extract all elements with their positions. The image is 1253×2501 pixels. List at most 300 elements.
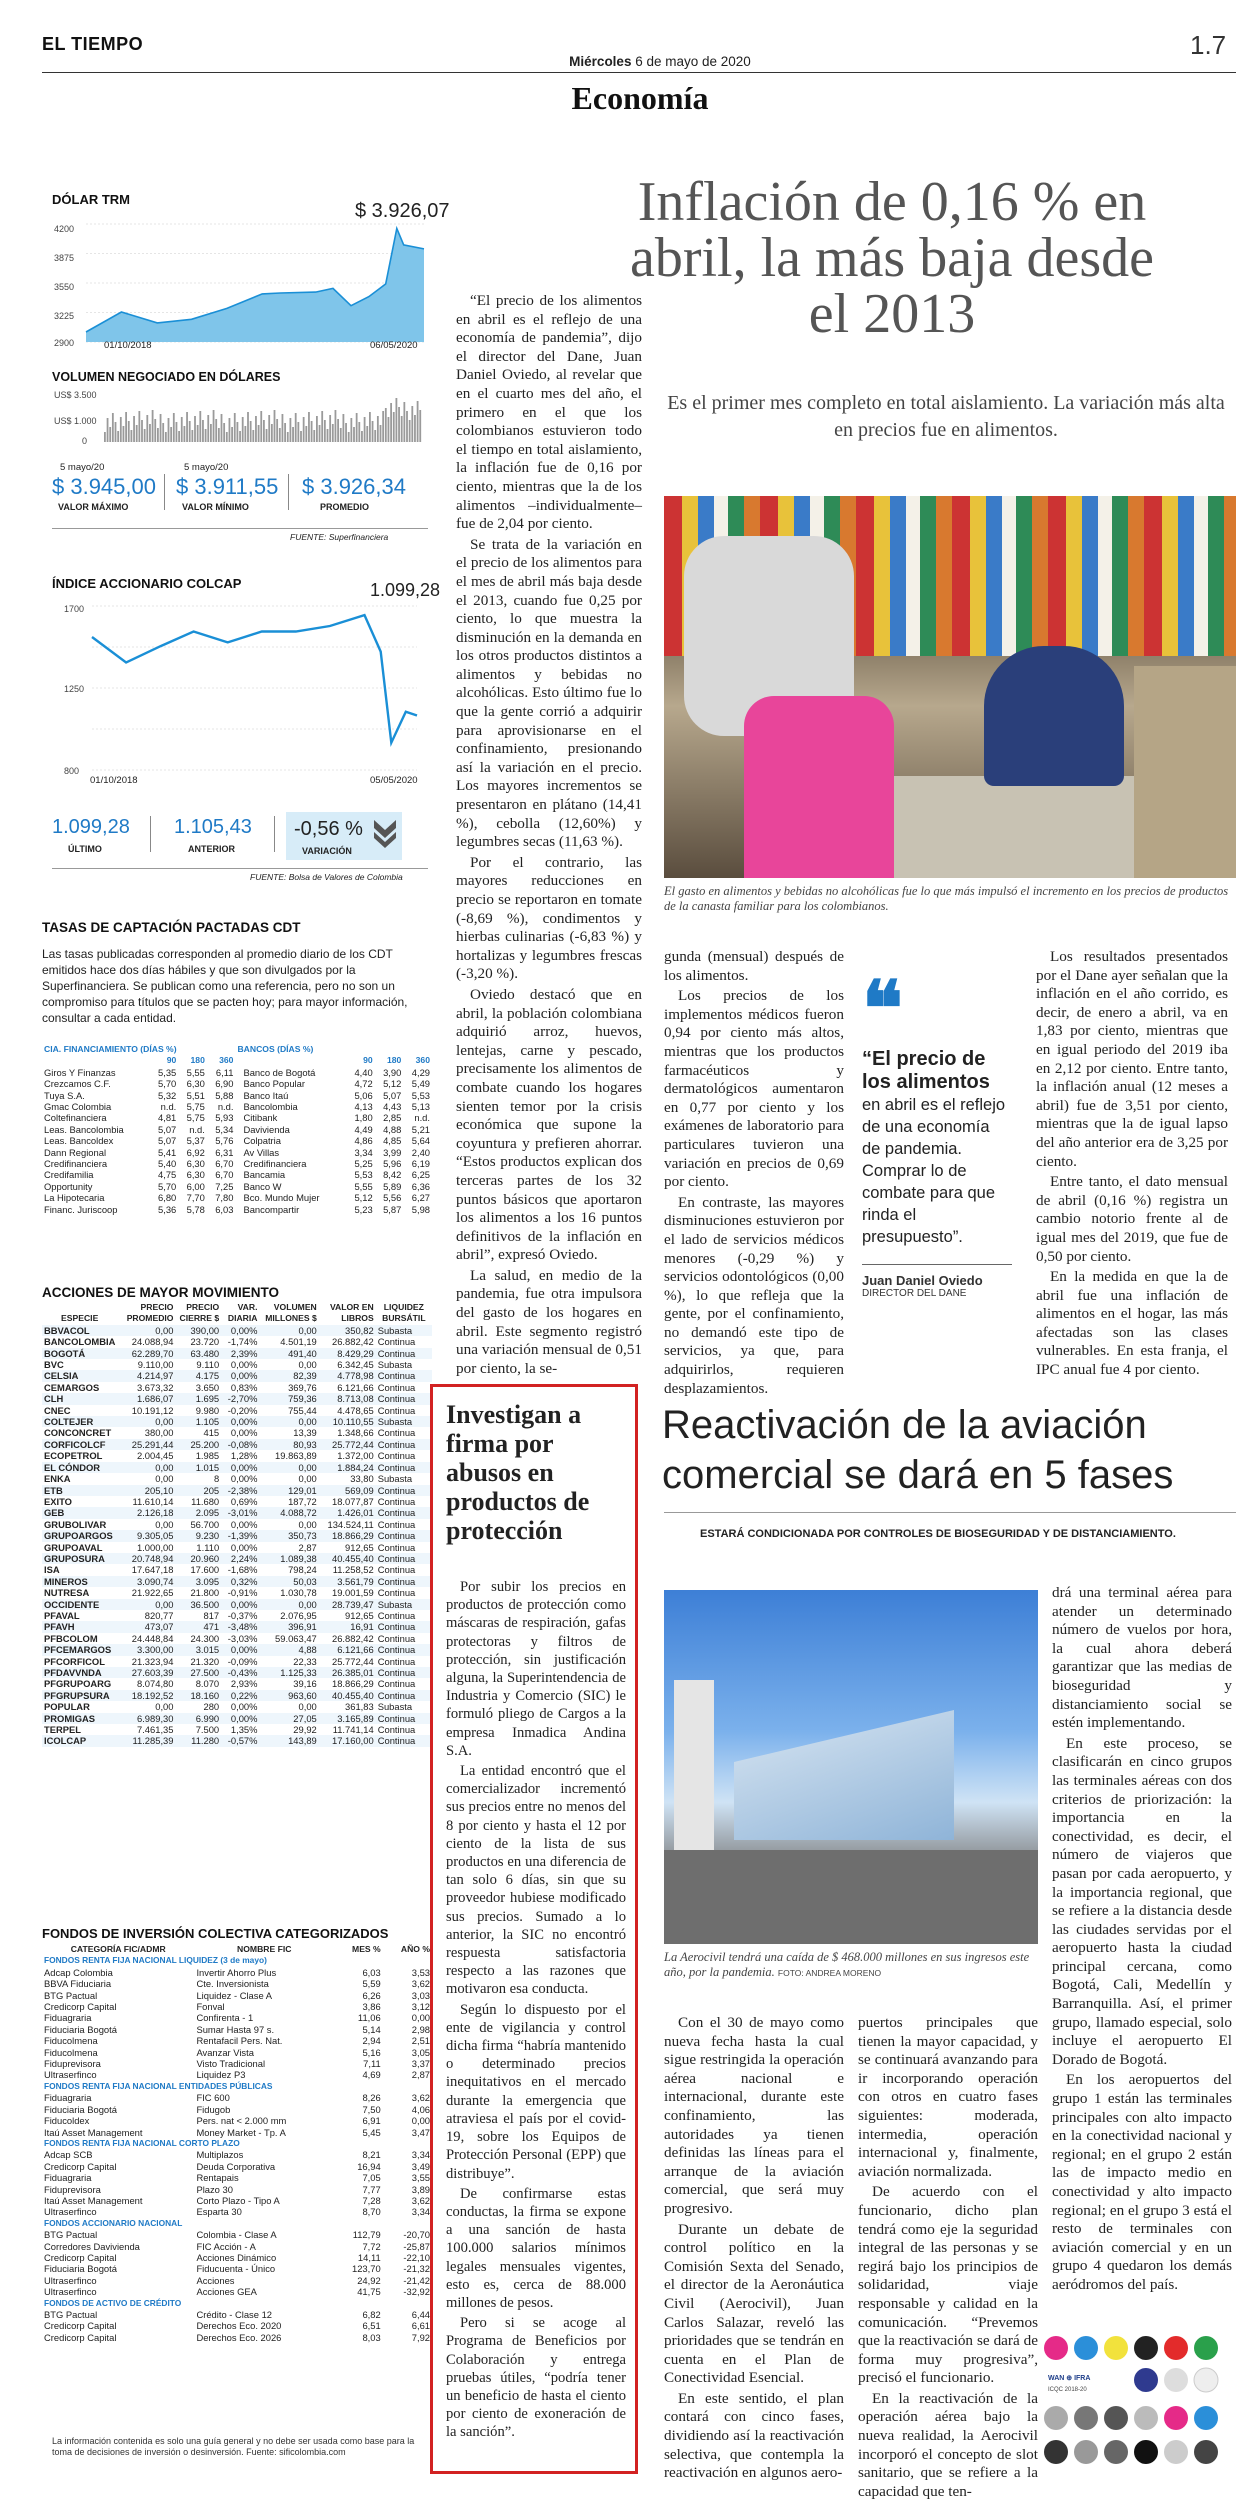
acciones-row: [42, 1553, 432, 1564]
fondos-table: [42, 1944, 432, 2343]
volume-bar: [295, 413, 297, 442]
fondo-return: -21,32: [403, 2263, 430, 2275]
colcap-prev-value: 1.105,43: [174, 816, 252, 838]
stock-value: -0,37%: [227, 1609, 258, 1621]
cdt-rate: 6,00: [186, 1180, 205, 1192]
stock-value: 3.165,89: [337, 1712, 374, 1724]
volume-bar: [303, 417, 305, 442]
colcap-last-value: 1.099,28: [52, 816, 130, 838]
stock-value: 25.772,44: [332, 1438, 374, 1450]
fondos-row: [42, 2012, 432, 2023]
stock-symbol: COLTEJER: [44, 1416, 94, 1428]
volume-bar: [388, 417, 390, 442]
stock-value: 1.686,07: [136, 1393, 174, 1405]
article2-p: De confirmarse estas conductas, la firma se expone a una sanción de hasta 100.000 salarios mínimos legales mensuales vigentes, esto es, cerca de 88.000 millones de pesos.: [446, 2185, 626, 2311]
stock-value: 0,00: [155, 1324, 174, 1336]
cdt-rate: 6,30: [186, 1078, 205, 1090]
stock-value: Continua: [377, 1381, 416, 1393]
dolar-stats: [52, 456, 432, 518]
acciones-row: [42, 1473, 432, 1484]
stock-symbol: ENKA: [44, 1473, 71, 1485]
fondos-row: [42, 2127, 432, 2138]
fondo-name: Acciones GEA: [196, 2286, 257, 2298]
stock-symbol: PFGRUPSURA: [44, 1689, 110, 1701]
volume-bar: [218, 428, 220, 442]
stock-value: 396,91: [288, 1621, 317, 1633]
article2-p: La entidad encontró que el comercializador incrementó sus precios entre no menos del 8 por ciento y hasta el 12 por ciento de la lista de sus productos en una diferencia de tan solo 6 días, sin que su proveedor hubiese modificado sus precios. Sumado a lo anterior, la SIC no encontró respuesta satisfactoria respecto a las razones que motivaron esa conducta.: [446, 1763, 626, 1998]
stock-value: 205: [203, 1484, 220, 1496]
cdt-entity: Credifinanciera: [243, 1158, 307, 1170]
stock-value: 26.385,01: [332, 1667, 374, 1678]
stock-value: 0,00: [298, 1518, 317, 1530]
cdt-rate: 3,90: [383, 1066, 402, 1078]
fondo-name: Colombia - Clase A: [196, 2229, 277, 2241]
stock-value: -0,43%: [227, 1667, 258, 1678]
stock-symbol: CNEC: [44, 1404, 71, 1416]
stock-value: Continua: [377, 1632, 416, 1644]
fondo-name: Cte. Inversionista: [196, 1978, 269, 1990]
volume-bar: [263, 420, 265, 442]
vol-tick: US$ 1.000: [54, 416, 97, 426]
cdt-entity: Financ. Juriscoop: [44, 1203, 118, 1215]
cdt-row: [42, 1192, 432, 1203]
fondos-row: [42, 2320, 432, 2331]
stock-value: Continua: [377, 1621, 416, 1633]
cdt-left-head: CIA. FINANCIAMIENTO (DÍAS %): [44, 1044, 177, 1054]
acciones-row: [42, 1530, 432, 1541]
stock-value: Continua: [377, 1404, 416, 1416]
acciones-row: [42, 1576, 432, 1587]
stock-value: 1.105: [195, 1416, 220, 1428]
stock-value: 21.323,94: [131, 1655, 174, 1667]
stock-value: 24.088,94: [131, 1336, 174, 1348]
stock-value: 2.095: [195, 1507, 220, 1519]
volume-bar: [205, 429, 207, 442]
acciones-header: PRECIO CIERRE $: [179, 1302, 220, 1324]
stock-value: 1.348,66: [337, 1427, 374, 1439]
volume-bar: [104, 432, 106, 442]
dolar-current: $ 3.926,07: [355, 200, 450, 222]
terminal-building: [734, 1710, 954, 1840]
volume-bar: [199, 411, 201, 442]
volume-bar: [268, 415, 270, 442]
colcap-y-tick: 1700: [64, 604, 85, 614]
fondo-return: 5,14: [362, 2023, 381, 2035]
stock-value: 19.863,89: [275, 1450, 317, 1462]
stock-symbol: CELSIA: [44, 1370, 79, 1382]
acciones-row: [42, 1519, 432, 1530]
volume-bar: [237, 422, 239, 442]
cdt-entity: Bco. Mundo Mujer: [243, 1192, 320, 1204]
fondos-row: [42, 2206, 432, 2217]
stock-value: 205,10: [144, 1484, 174, 1496]
article1-p: En contraste, las mayores disminuciones estuvieron por el lado de servicios médicos menores (-0,29 %) y servicios odontológicos (0,00 %), lo que refleja que la gente, por el confinamiento, no demandó este tipo de servicios, ya que, para adquirirlos, requieren desplazamientos.: [664, 1193, 844, 1397]
stock-value: 280: [203, 1701, 220, 1713]
stock-value: 471: [203, 1621, 220, 1633]
stock-symbol: PROMIGAS: [44, 1712, 96, 1724]
acciones-header: VOLUMEN MILLONES $: [265, 1302, 317, 1324]
cdt-rate: 3,34: [354, 1146, 373, 1158]
acciones-row: [42, 1724, 432, 1735]
volume-bar: [343, 414, 345, 442]
stock-value: 0,00: [298, 1598, 317, 1610]
volume-bar: [350, 418, 352, 442]
stock-value: 27.603,39: [131, 1667, 174, 1678]
dolar-y-tick: 2900: [54, 338, 75, 348]
article2-p: Pero si se acoge al Programa de Beneficios por Colaboración y entrega pruebas útiles, “podría tener un beneficio de hasta el ciento por ciento de exoneración de la sanción”.: [446, 2315, 626, 2441]
volume-bar: [337, 419, 339, 442]
fondos-row: [42, 2058, 432, 2069]
fondo-return: 3,34: [411, 2149, 430, 2161]
volume-bar: [194, 416, 196, 442]
article3-p: En este sentido, el plan contará con cinco fases, dividiendo así la reactivación selectiva, que contempla la reactivación en algunos aero-: [664, 2389, 844, 2482]
volume-bar: [123, 426, 125, 442]
stock-value: 17.160,00: [332, 1735, 374, 1747]
acciones-header: ESPECIE: [61, 1313, 99, 1324]
photo-shirt: [744, 696, 894, 878]
cdt-rate: 5,07: [158, 1135, 177, 1147]
acciones-row: [42, 1485, 432, 1496]
cdt-rate: 5,35: [158, 1066, 177, 1078]
fondo-return: -32,92: [403, 2286, 430, 2298]
fondo-name: Fiducoldex: [44, 2115, 90, 2127]
acciones-row: [42, 1621, 432, 1632]
stock-value: 40.455,40: [332, 1552, 374, 1564]
stock-value: 29,92: [293, 1724, 317, 1736]
volume-bar: [414, 415, 416, 442]
cdt-rate: 6,25: [411, 1169, 430, 1181]
volume-bar: [255, 416, 257, 442]
stock-value: 0,00: [298, 1461, 317, 1473]
fondo-name: Fiduciaria Bogotá: [44, 2103, 117, 2115]
fondo-return: 3,55: [411, 2172, 430, 2184]
fondo-name: Itaú Asset Management: [44, 2194, 143, 2206]
section-title: Economía: [571, 80, 709, 116]
fondo-return: 0,00: [411, 2115, 430, 2127]
stock-value: Continua: [377, 1724, 416, 1736]
cdt-rate: 5,88: [215, 1089, 234, 1101]
fondos-row: [42, 2024, 432, 2035]
stock-value: 1.015: [195, 1461, 220, 1473]
stock-value: 18.192,52: [131, 1689, 174, 1701]
stock-value: 18.077,87: [332, 1495, 374, 1507]
volume-bar: [181, 417, 183, 442]
fondo-return: -21,42: [403, 2274, 430, 2286]
volume-bar: [231, 427, 233, 442]
article3-rule: [664, 1512, 1236, 1513]
fondo-name: Itaú Asset Management: [44, 2126, 143, 2138]
volume-bar: [184, 426, 186, 442]
date-day: Miércoles: [569, 54, 632, 69]
cdt-entity: Citibank: [243, 1112, 278, 1124]
volume-bar: [146, 415, 148, 442]
volume-bar: [353, 427, 355, 442]
cdt-entity: Opportunity: [44, 1180, 93, 1192]
fondo-name: FIC Acción - A: [196, 2240, 256, 2252]
fondo-return: 7,28: [362, 2194, 381, 2206]
stock-value: Subasta: [377, 1598, 413, 1610]
cdt-entity: Dann Regional: [44, 1146, 107, 1158]
article3-p: De acuerdo con el funcionario, dicho plan tendrá como eje la seguridad integral de las personas y se regirá bajo los principios de solidaridad, viaje responsable y calidad en la comunicación. “Prevemos que la reactivación se dará de forma muy progresiva”, precisó el funcionario.: [858, 2183, 1038, 2387]
cdt-rate: 6,31: [215, 1146, 234, 1158]
volume-bar: [372, 421, 374, 442]
stock-value: Continua: [377, 1484, 416, 1496]
stock-value: 6.121,66: [337, 1381, 374, 1393]
cdt-entity: Credifamilia: [44, 1169, 94, 1181]
cdt-entity: Av Villas: [243, 1146, 280, 1158]
fondos-header: NOMBRE FIC: [237, 1944, 292, 1954]
fondo-name: Credicorp Capital: [44, 2001, 117, 2013]
stock-value: 2.126,18: [136, 1507, 174, 1519]
article1-col3: [1036, 948, 1228, 1379]
paper-name: EL TIEMPO: [42, 34, 144, 54]
cdt-day: 90: [166, 1055, 177, 1066]
volume-bar: [170, 427, 172, 442]
stock-value: -1,68%: [227, 1564, 258, 1576]
volume-bar: [364, 417, 366, 442]
stat-min-label: VALOR MÍNIMO: [182, 502, 249, 512]
stock-value: 4,88: [298, 1644, 317, 1656]
fondo-return: 0,00: [411, 2012, 430, 2024]
fondos-group: [42, 2081, 432, 2092]
stock-value: 25.200: [190, 1438, 220, 1450]
stock-value: Continua: [377, 1609, 416, 1621]
cdt-rate: 5,78: [186, 1203, 205, 1215]
stock-value: 134.524,11: [327, 1518, 374, 1530]
fondos-header: MES %: [352, 1944, 381, 1954]
stock-value: 1,35%: [230, 1724, 258, 1736]
volume-bar: [168, 418, 170, 442]
cdt-day: 360: [219, 1055, 234, 1066]
acciones-row: [42, 1542, 432, 1553]
volume-bar: [369, 412, 371, 442]
stock-value: 2,24%: [230, 1552, 258, 1564]
cdt-rate: n.d.: [414, 1112, 430, 1124]
volume-chart: [52, 386, 427, 448]
volume-bar: [160, 414, 162, 442]
volume-bar: [157, 428, 159, 442]
fondo-return: 41,75: [357, 2286, 381, 2298]
stock-value: 2.076,95: [280, 1609, 317, 1621]
fondo-return: 6,03: [362, 1966, 381, 1978]
stock-value: Subasta: [377, 1324, 413, 1336]
stock-value: Subasta: [377, 1701, 413, 1713]
fondo-name: Credicorp Capital: [44, 2160, 117, 2172]
stock-value: 80,93: [293, 1438, 317, 1450]
fondo-name: Avanzar Vista: [196, 2046, 254, 2058]
volume-bar: [292, 427, 294, 442]
volume-bar: [226, 432, 228, 442]
stock-value: 3.673,32: [136, 1381, 174, 1393]
stock-value: 9.110: [196, 1359, 220, 1371]
dolar-x-end: 06/05/2020: [370, 340, 418, 351]
cdt-entity: Leas. Bancoldex: [44, 1135, 114, 1147]
acciones-table: [42, 1302, 432, 1747]
acciones-title: ACCIONES DE MAYOR MOVIMIENTO: [42, 1285, 280, 1300]
fondo-name: Crédito - Clase 12: [196, 2309, 272, 2320]
cdt-rate: 5,13: [411, 1101, 430, 1113]
stock-value: 27,05: [293, 1712, 317, 1724]
stock-value: 8.429,29: [337, 1347, 374, 1359]
stock-value: 0,00%: [230, 1370, 258, 1382]
volume-bar: [305, 426, 307, 442]
stock-value: 21.320: [190, 1655, 220, 1667]
stat-avg-label: PROMEDIO: [320, 502, 370, 512]
stock-value: 0,69%: [230, 1495, 258, 1507]
fondo-name: Fiduagraria: [44, 2172, 92, 2184]
volume-bar: [287, 432, 289, 442]
acciones-row: [42, 1633, 432, 1644]
fondo-name: Credicorp Capital: [44, 2251, 117, 2263]
fondo-name: Fiduprevisora: [44, 2183, 101, 2195]
stock-symbol: ECOPETROL: [44, 1450, 103, 1462]
fondo-return: 2,87: [411, 2069, 430, 2081]
volume-bar: [207, 415, 209, 442]
colcap-source-rule: [52, 868, 428, 869]
fondos-header: AÑO %: [400, 1944, 430, 1954]
stock-value: 0,00%: [230, 1712, 258, 1724]
volume-bar: [401, 416, 403, 442]
cdt-rate: 6,27: [411, 1192, 430, 1204]
stock-symbol: PFDAVVNDA: [44, 1667, 102, 1678]
fondo-return: 8,70: [362, 2206, 381, 2218]
fondo-name: BTG Pactual: [44, 2309, 98, 2320]
volume-bar: [223, 423, 225, 442]
cdt-rate: 4,49: [354, 1123, 373, 1135]
stock-value: 63.480: [190, 1347, 220, 1359]
stock-symbol: PFCEMARGOS: [44, 1644, 112, 1656]
volume-bar: [141, 420, 143, 442]
stock-value: 7.500: [195, 1724, 220, 1736]
cdt-right-head: BANCOS (DÍAS %): [237, 1044, 314, 1054]
fondo-return: 16,94: [357, 2160, 381, 2172]
stat-date: 5 mayo/20: [184, 462, 229, 473]
stock-symbol: GEB: [44, 1507, 65, 1519]
volume-bar: [382, 411, 384, 442]
fondo-return: 6,91: [362, 2115, 381, 2127]
cdt-rate: n.d.: [189, 1123, 205, 1135]
colcap-prev-label: ANTERIOR: [188, 844, 235, 854]
fondo-return: 112,79: [352, 2229, 381, 2241]
cdt-rate: 8,42: [383, 1169, 402, 1181]
stock-value: 0,00: [155, 1473, 174, 1485]
acciones-row: [42, 1610, 432, 1621]
volume-bar: [409, 420, 411, 442]
stock-value: 36.500: [190, 1598, 220, 1610]
fondos-row: [42, 2069, 432, 2080]
dolar-title: DÓLAR TRM: [52, 192, 130, 207]
fondo-name: Acciones Dinámico: [196, 2251, 277, 2263]
fondo-name: Pers. nat < 2.000 mm: [196, 2115, 287, 2127]
stock-value: Continua: [377, 1393, 416, 1405]
stock-value: -0,91%: [227, 1587, 258, 1599]
stock-value: 350,73: [288, 1530, 317, 1542]
stock-value: 0,00%: [230, 1324, 258, 1336]
cdt-rate: 6,03: [215, 1203, 234, 1215]
volume-bar: [332, 424, 334, 442]
cdt-row: [42, 1101, 432, 1112]
article3-title: Reactivación de la aviación comercial se dará en 5 fases: [662, 1403, 1174, 1497]
stock-value: 26.882,42: [332, 1632, 374, 1644]
stock-value: 8: [213, 1473, 220, 1485]
volume-bar: [191, 430, 193, 442]
acciones-row: [42, 1507, 432, 1518]
stock-value: Continua: [377, 1450, 416, 1462]
stock-value: 0,00%: [230, 1359, 258, 1371]
cdt-rate: 5,21: [411, 1123, 430, 1135]
fondo-name: Fiduprevisora: [44, 2058, 101, 2070]
volume-bar: [282, 414, 284, 442]
fondo-return: 7,50: [362, 2103, 381, 2115]
stock-value: -2,38%: [227, 1484, 258, 1496]
cdt-rate: 5,53: [354, 1169, 373, 1181]
acciones-header: PRECIO PROMEDIO: [126, 1302, 174, 1324]
volume-bar: [229, 418, 231, 442]
cdt-rate: 5,12: [383, 1078, 402, 1090]
stock-value: 0,00: [155, 1416, 174, 1428]
tarmac: [664, 1850, 1038, 1944]
article3-p: puertos principales que tienen la mayor capacidad, y se continuará avanzando para ir incorporando operación con otros en cuatro fases siguientes: moderada, intermedia, operación internacional y, finalmente, aviación normalizada.: [858, 2014, 1038, 2180]
fondo-name: BBVA Fiduciaria: [44, 1978, 112, 1990]
fondo-name: Fiduciaria Bogotá: [44, 2263, 117, 2275]
article2-body: [446, 1578, 626, 2458]
stock-value: 3.090,74: [136, 1575, 174, 1587]
stat-divider: [274, 816, 275, 852]
cdt-rate: 5,53: [411, 1089, 430, 1101]
article2-title: Investigan a firma por abusos en productos de protección: [446, 1400, 590, 1545]
stock-value: 8.713,08: [337, 1393, 374, 1405]
stock-value: 3.015: [195, 1644, 220, 1656]
cdt-rate: 5,98: [411, 1203, 430, 1215]
acciones-row: [42, 1735, 432, 1746]
fondo-return: -25,87: [403, 2240, 430, 2252]
fondo-name: Derechos Eco. 2026: [196, 2331, 282, 2343]
cdt-row: [42, 1078, 432, 1089]
stock-value: Subasta: [377, 1416, 413, 1428]
stock-value: 0,00%: [230, 1701, 258, 1713]
stock-symbol: EL CÓNDOR: [44, 1461, 101, 1473]
stock-value: 0,00: [155, 1598, 174, 1610]
stock-value: 11.680: [191, 1495, 220, 1507]
stat-date: 5 mayo/20: [60, 462, 105, 473]
volume-bar: [274, 410, 276, 442]
control-tower: [674, 1680, 714, 1850]
fondo-name: Fiduagraria: [44, 2012, 92, 2024]
stat-max-label: VALOR MÁXIMO: [58, 502, 129, 512]
photo-sacks: [1134, 666, 1236, 878]
acciones-row: [42, 1587, 432, 1598]
down-arrow-icon: [372, 818, 398, 850]
volume-bar: [290, 418, 292, 442]
stock-symbol: GRUPOSURA: [44, 1552, 105, 1564]
photo-vendor: [984, 646, 1124, 786]
fondo-name: Corto Plazo - Tipo A: [196, 2194, 280, 2206]
stock-value: 23.720: [190, 1336, 220, 1348]
stock-symbol: BANCOLOMBIA: [44, 1336, 116, 1348]
stock-value: 39,16: [293, 1678, 317, 1690]
fondo-name: BTG Pactual: [44, 1989, 98, 2001]
photo-credit: FOTO: ANDREA MORENO: [777, 1968, 882, 1978]
acciones-row: [42, 1462, 432, 1473]
volume-bar: [112, 413, 114, 442]
stock-value: 0,00: [155, 1701, 174, 1713]
cdt-row: [42, 1135, 432, 1146]
fondo-return: 8,21: [362, 2149, 381, 2161]
stock-value: 33,80: [350, 1473, 374, 1485]
stock-value: 187,72: [288, 1495, 317, 1507]
volume-bar: [319, 425, 321, 442]
stock-value: Continua: [377, 1587, 416, 1599]
